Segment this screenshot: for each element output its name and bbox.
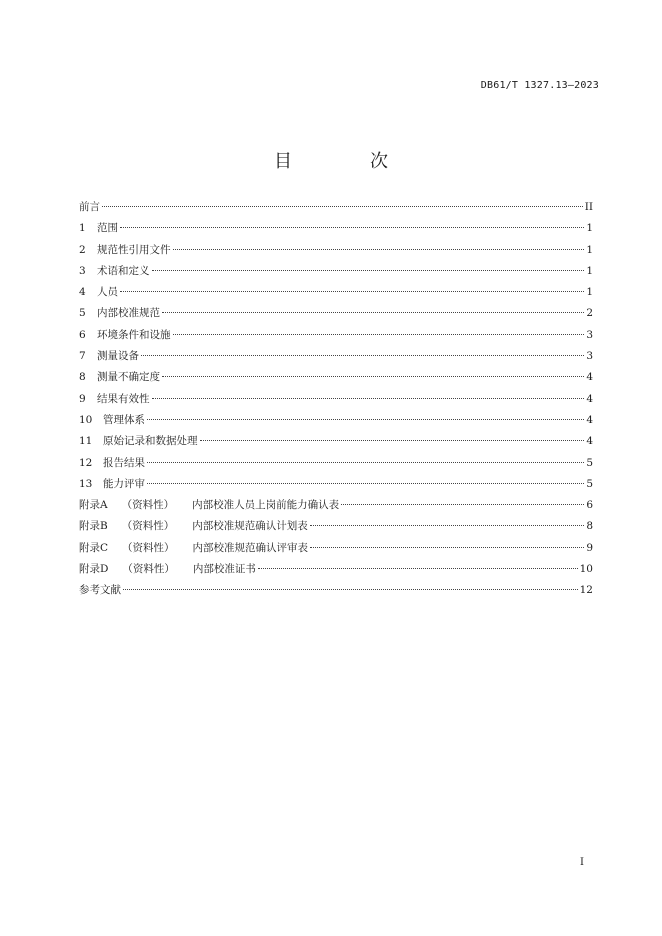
toc-entry-label (79, 495, 339, 516)
toc-appendix-id: 附录C (79, 541, 109, 554)
toc-entry-label (79, 218, 118, 239)
toc-entry-page: 1 (586, 286, 593, 299)
table-of-contents (79, 197, 593, 602)
page-title: 目 次 (274, 151, 418, 172)
toc-dot-leader (258, 568, 578, 569)
toc-entry-title: 测量不确定度 (97, 371, 160, 384)
document-code: DB61/T 1327.13—2023 (480, 80, 599, 91)
toc-entry-title: 能力评审 (103, 477, 145, 490)
toc-entry[interactable] (79, 346, 593, 367)
toc-appendix-nature: （资料性） (121, 499, 175, 512)
toc-entry-label (79, 389, 150, 410)
toc-entry-label (79, 559, 256, 580)
toc-appendix-nature: （资料性） (122, 563, 175, 576)
toc-entry-title: 范围 (97, 222, 118, 235)
toc-entry-page: 9 (586, 541, 593, 554)
toc-entry-number: 10 (79, 413, 93, 426)
toc-entry-number: 2 (79, 243, 86, 256)
toc-appendix-id: 附录A (79, 499, 108, 512)
toc-dot-leader (102, 206, 583, 207)
toc-entry-title: 内部校准证书 (192, 563, 256, 576)
toc-entry-title: 规范性引用文件 (97, 243, 171, 256)
toc-entry-label (79, 410, 145, 431)
toc-entry[interactable] (79, 218, 593, 239)
toc-entry[interactable] (79, 453, 593, 474)
toc-entry-title: 报告结果 (103, 456, 145, 469)
toc-dot-leader (310, 525, 585, 526)
toc-entry-number: 13 (79, 477, 93, 490)
toc-entry[interactable] (79, 495, 593, 516)
toc-entry-page: 3 (586, 350, 593, 363)
toc-entry-page: 1 (586, 243, 593, 256)
toc-entry-title: 原始记录和数据处理 (103, 435, 198, 448)
toc-entry-label (79, 580, 121, 601)
toc-entry-label (79, 346, 139, 367)
toc-entry[interactable] (79, 367, 593, 388)
toc-entry-page: 5 (586, 477, 593, 490)
toc-entry-page: 3 (586, 328, 593, 341)
toc-entry-title: 结果有效性 (97, 392, 150, 405)
toc-entry[interactable] (79, 325, 593, 346)
toc-dot-leader (147, 462, 584, 463)
toc-dot-leader (120, 291, 584, 292)
toc-entry-title: 测量设备 (97, 350, 139, 363)
toc-entry-number: 11 (79, 435, 93, 448)
toc-entry-page: 12 (579, 584, 593, 597)
toc-entry-label (79, 474, 145, 495)
toc-entry-label (79, 261, 150, 282)
toc-entry-number: 5 (79, 307, 86, 320)
toc-entry-number: 9 (79, 392, 86, 405)
toc-entry-label (79, 516, 308, 537)
toc-entry-title: 术语和定义 (97, 264, 150, 277)
toc-appendix-id: 附录B (79, 520, 108, 533)
toc-dot-leader (162, 376, 584, 377)
toc-entry-number: 3 (79, 264, 86, 277)
toc-entry-label (79, 197, 100, 218)
toc-dot-leader (200, 440, 585, 441)
toc-entry[interactable] (79, 538, 593, 559)
toc-entry-page: 4 (586, 371, 593, 384)
toc-entry-page: 5 (586, 456, 593, 469)
toc-entry[interactable] (79, 474, 593, 495)
toc-entry-number: 1 (79, 222, 86, 235)
toc-entry-page: II (584, 201, 593, 213)
toc-dot-leader (162, 312, 584, 313)
toc-entry-number: 12 (79, 456, 93, 469)
toc-dot-leader (152, 270, 585, 271)
page-number: I (580, 857, 584, 868)
toc-entry-number: 7 (79, 350, 86, 363)
toc-entry-title: 参考文献 (79, 584, 121, 597)
toc-entry[interactable] (79, 282, 593, 303)
toc-dot-leader (173, 249, 585, 250)
toc-entry-title: 内部校准规范 (97, 307, 160, 320)
toc-dot-leader (310, 547, 584, 548)
toc-entry-number: 8 (79, 371, 86, 384)
toc-entry-page: 2 (586, 307, 593, 320)
toc-entry[interactable] (79, 516, 593, 537)
toc-entry[interactable] (79, 261, 593, 282)
toc-appendix-nature: （资料性） (122, 541, 175, 554)
toc-entry[interactable] (79, 389, 593, 410)
toc-entry-page: 4 (586, 392, 593, 405)
toc-dot-leader (120, 227, 584, 228)
toc-dot-leader (141, 355, 584, 356)
toc-entry-page: 6 (586, 499, 593, 512)
toc-entry[interactable] (79, 197, 593, 218)
toc-entry-label (79, 367, 160, 388)
toc-entry-title: 环境条件和设施 (97, 328, 171, 341)
toc-entry-number: 6 (79, 328, 86, 341)
toc-entry[interactable] (79, 410, 593, 431)
toc-dot-leader (147, 483, 584, 484)
toc-dot-leader (123, 589, 578, 590)
toc-appendix-nature: （资料性） (121, 520, 175, 533)
toc-entry-title: 管理体系 (103, 413, 145, 426)
toc-entry-page: 10 (579, 563, 593, 576)
toc-entry[interactable] (79, 240, 593, 261)
toc-entry-number: 4 (79, 286, 86, 299)
toc-appendix-id: 附录D (79, 563, 109, 576)
toc-entry-title: 内部校准人员上岗前能力确认表 (192, 499, 340, 512)
toc-entry[interactable] (79, 559, 593, 580)
toc-entry-label (79, 431, 198, 452)
toc-entry-title: 人员 (97, 286, 118, 299)
toc-dot-leader (147, 419, 584, 420)
toc-entry-page: 1 (586, 264, 593, 277)
toc-entry-page: 4 (586, 413, 593, 426)
toc-entry-label (79, 240, 171, 261)
toc-entry-label (79, 453, 145, 474)
toc-dot-leader (173, 334, 585, 335)
toc-entry-label (79, 325, 171, 346)
toc-dot-leader (152, 398, 585, 399)
toc-entry-label (79, 282, 118, 303)
toc-dot-leader (341, 504, 584, 505)
toc-entry[interactable] (79, 431, 593, 452)
toc-entry[interactable] (79, 580, 593, 601)
toc-entry[interactable] (79, 303, 593, 324)
toc-entry-title: 内部校准规范确认评审表 (192, 541, 309, 554)
toc-entry-title: 前言 (79, 201, 100, 213)
toc-entry-page: 8 (586, 520, 593, 533)
toc-entry-page: 4 (586, 435, 593, 448)
toc-entry-title: 内部校准规范确认计划表 (192, 520, 308, 533)
toc-entry-label (79, 303, 160, 324)
toc-entry-label (79, 538, 308, 559)
toc-entry-page: 1 (586, 222, 593, 235)
